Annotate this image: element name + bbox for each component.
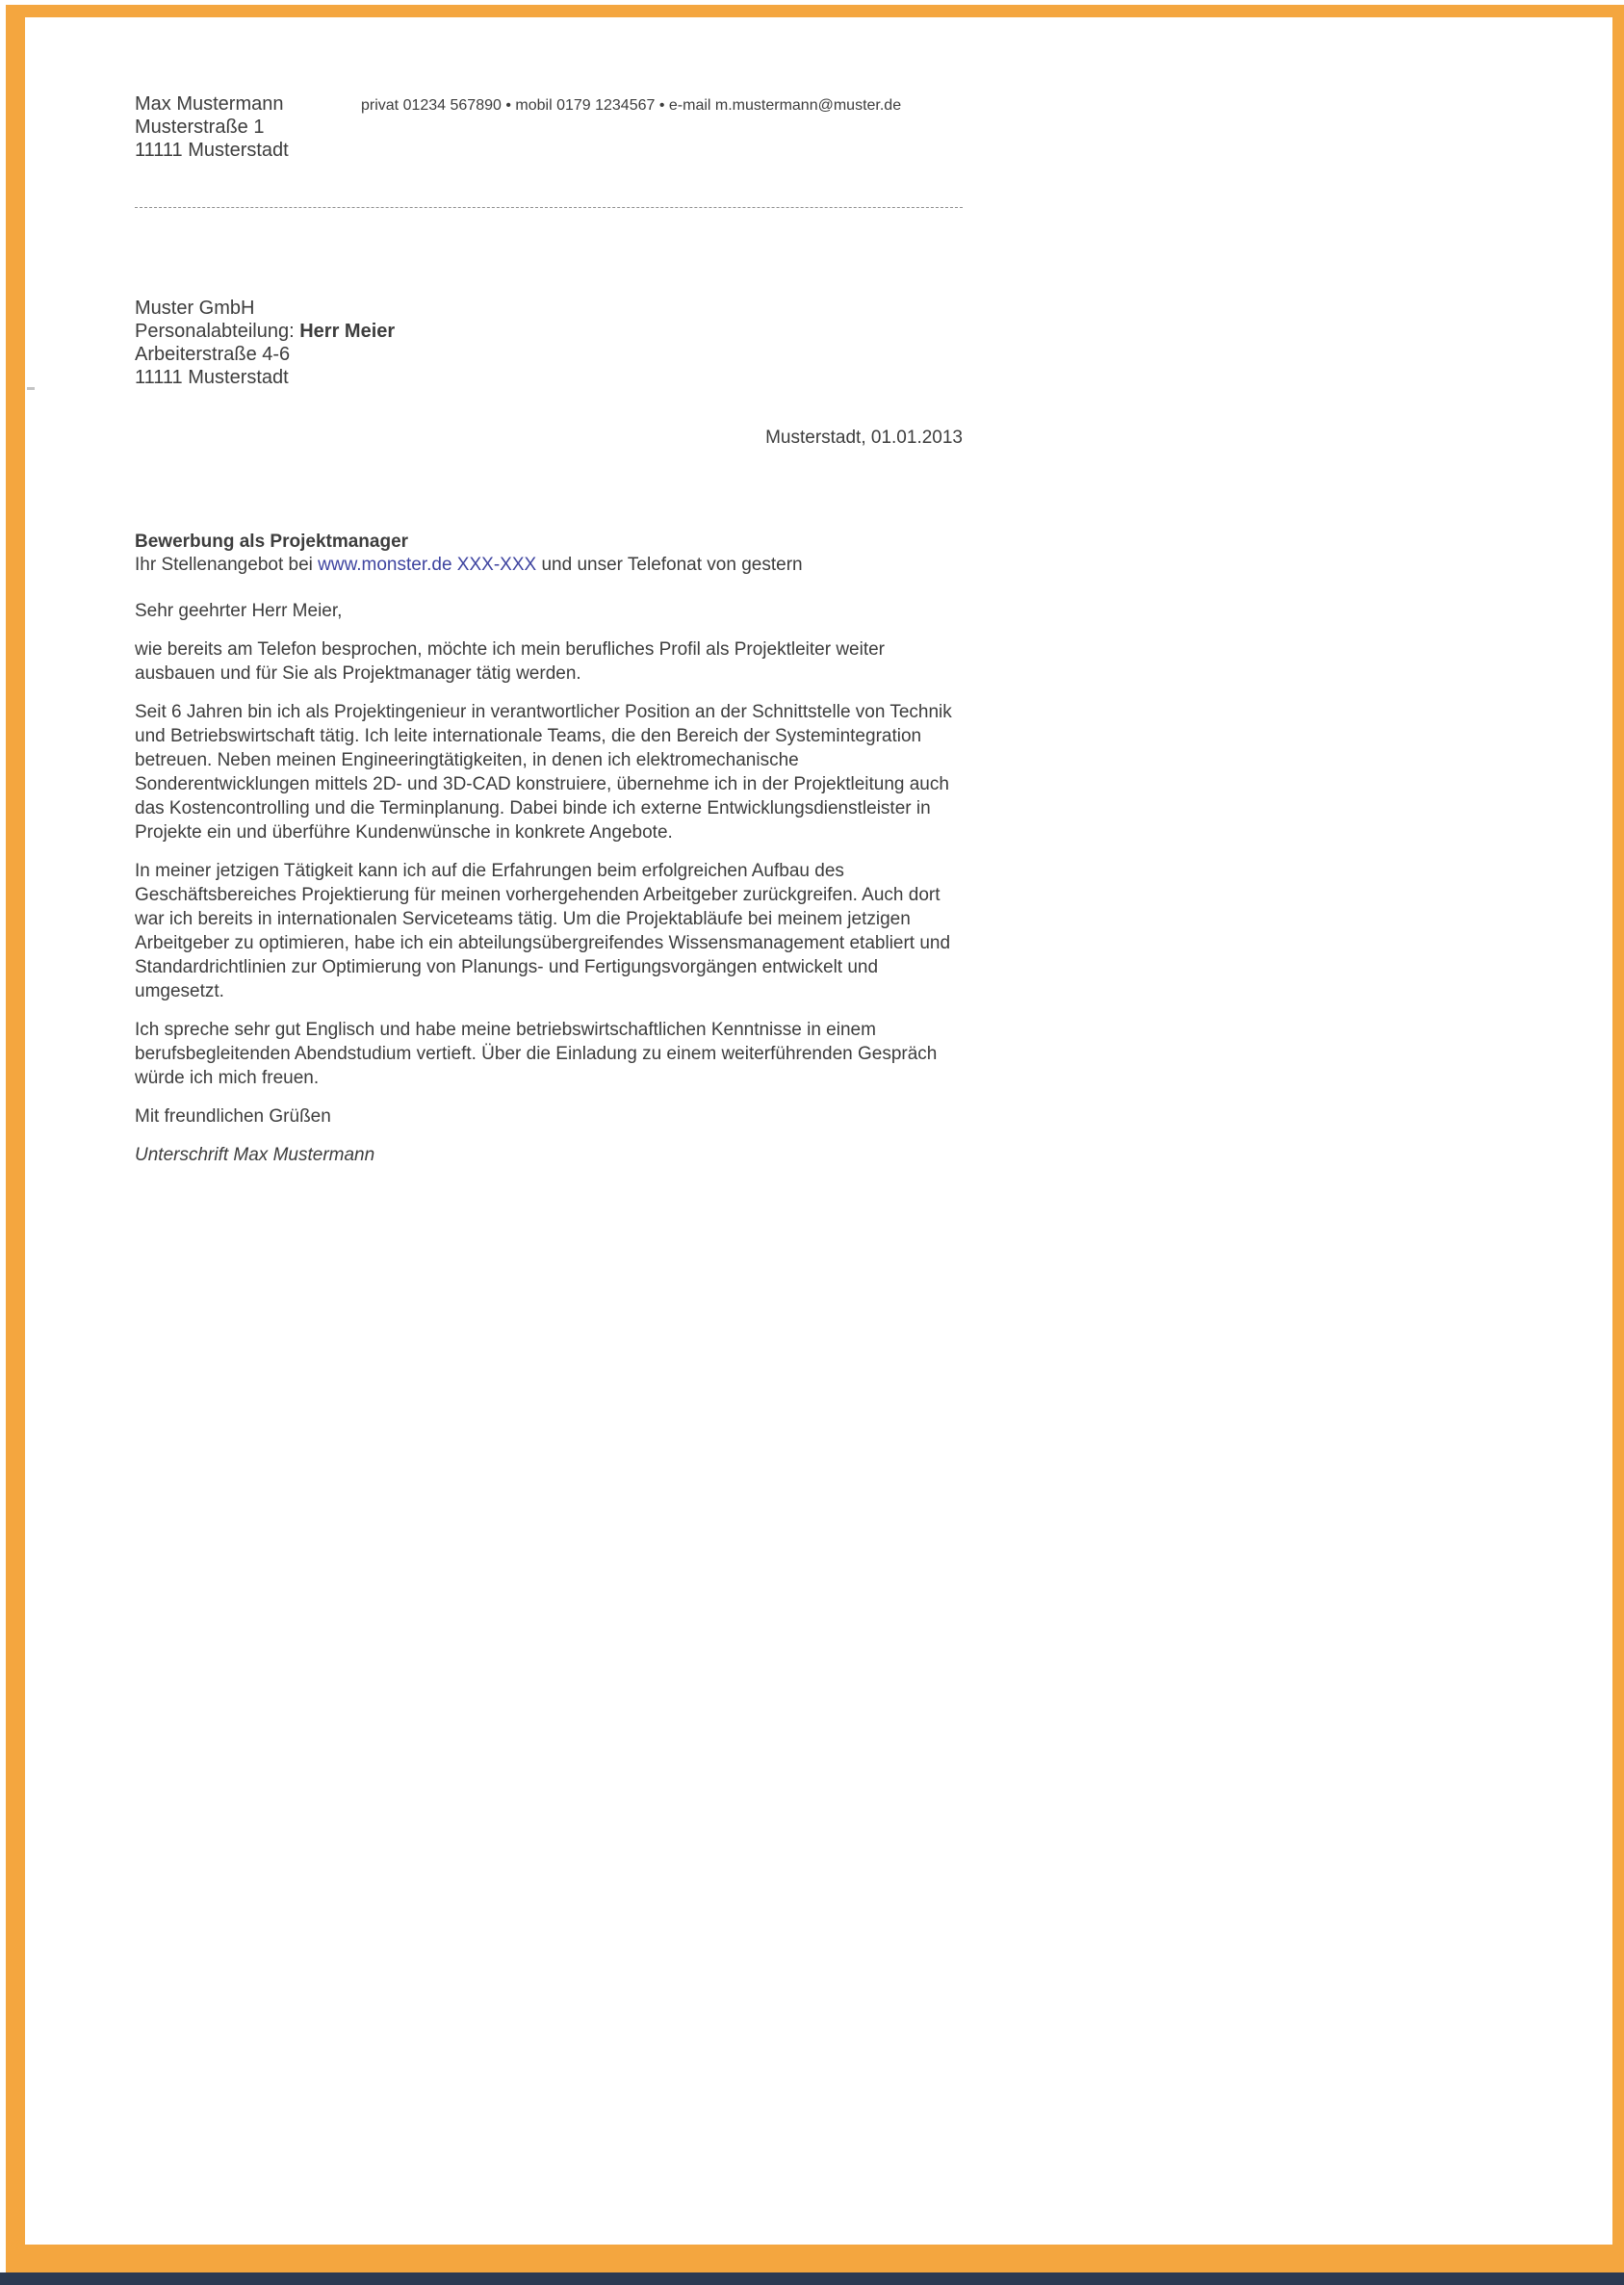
subject-block: [135, 531, 803, 577]
subject-reference-line: [135, 554, 803, 577]
recipient-block: [135, 297, 395, 389]
signature: Unterschrift Max Mustermann: [135, 1145, 375, 1165]
sender-street: Musterstraße 1: [135, 117, 265, 138]
subject-headline: Bewerbung als Projektmanager: [135, 532, 409, 552]
subject-reference-suffix: und unser Telefonat von gestern: [536, 555, 803, 575]
separator-dashed-line: [135, 207, 963, 208]
closing: Mit freundlichen Grüßen: [135, 1106, 331, 1127]
salutation: Sehr geehrter Herr Meier,: [135, 601, 343, 621]
sender-block: [135, 92, 289, 162]
frame-top-bar: [6, 5, 1624, 17]
recipient-contact-person: Herr Meier: [299, 321, 396, 342]
fold-mark: [27, 387, 35, 390]
recipient-department: [135, 320, 395, 343]
sender-contact-line: privat 01234 567890 • mobil 0179 1234567 • e-mail m.mustermann@muster.de: [361, 97, 902, 114]
sender-city: 11111 Musterstadt: [135, 140, 289, 161]
subject-reference-prefix: Ihr Stellenangebot bei: [135, 555, 319, 575]
recipient-department-label: Personalabteilung:: [135, 321, 300, 342]
paragraph-1: wie bereits am Telefon besprochen, möchte ich mein berufliches Profil als Projektleiter weiter ausbauen und für Sie als Projektmanager tätig werden.: [135, 639, 886, 684]
job-posting-link[interactable]: www.monster.de XXX-XXX: [318, 555, 537, 575]
sender-name: Max Mustermann: [135, 93, 284, 115]
paragraph-2: Seit 6 Jahren bin ich als Projektingenieur in verantwortlicher Position an der Schnittstelle von Technik und Betriebswirtschaft tätig. Ich leite internationale Teams, die den Bereich der Systemintegration betreuen. Neben meinen Engineeringtätigkeiten, in denen ich elektromechanische Sonderentwicklungen mittels 2D- und 3D-CAD konstruiere, übernehme ich in der Projektleitung auch das Kostencontrolling und die Terminplanung. Dabei binde ich externe Entwicklungsdienstleister in Projekte ein und überführe Kundenwünsche in konkrete Angebote.: [135, 702, 952, 843]
date-line: Musterstadt, 01.01.2013: [765, 428, 963, 448]
recipient-street: Arbeiterstraße 4-6: [135, 344, 291, 365]
frame-right-bar: [1612, 5, 1624, 2272]
paragraph-3: In meiner jetzigen Tätigkeit kann ich auf die Erfahrungen beim erfolgreichen Aufbau des Geschäftsbereiches Projektierung für meinen vorhergehenden Arbeitgeber zurückgreifen. Auch dort war ich bereits in internationalen Serviceteams tätig. Um die Projektabläufe bei meinem jetzigen Arbeitgeber zu optimieren, habe ich ein abteilungsübergreifendes Wissensmanagement etabliert und Standardrichtlinien zur Optimierung von Planungs- und Fertigungsvorgängen entwickelt und umgesetzt.: [135, 861, 951, 1001]
footer-bar: [0, 2272, 1624, 2285]
frame-bottom-bar: [6, 2245, 1624, 2272]
recipient-city: 11111 Musterstadt: [135, 367, 289, 388]
recipient-company: Muster GmbH: [135, 298, 255, 319]
paragraph-4: Ich spreche sehr gut Englisch und habe meine betriebswirtschaftlichen Kenntnisse in einem berufsbegleitenden Abendstudium vertieft. Über die Einladung zu einem weiterführenden Gespräch würde ich mich freuen.: [135, 1020, 938, 1088]
letter-body: [135, 599, 963, 1181]
frame-left-bar: [6, 5, 25, 2272]
